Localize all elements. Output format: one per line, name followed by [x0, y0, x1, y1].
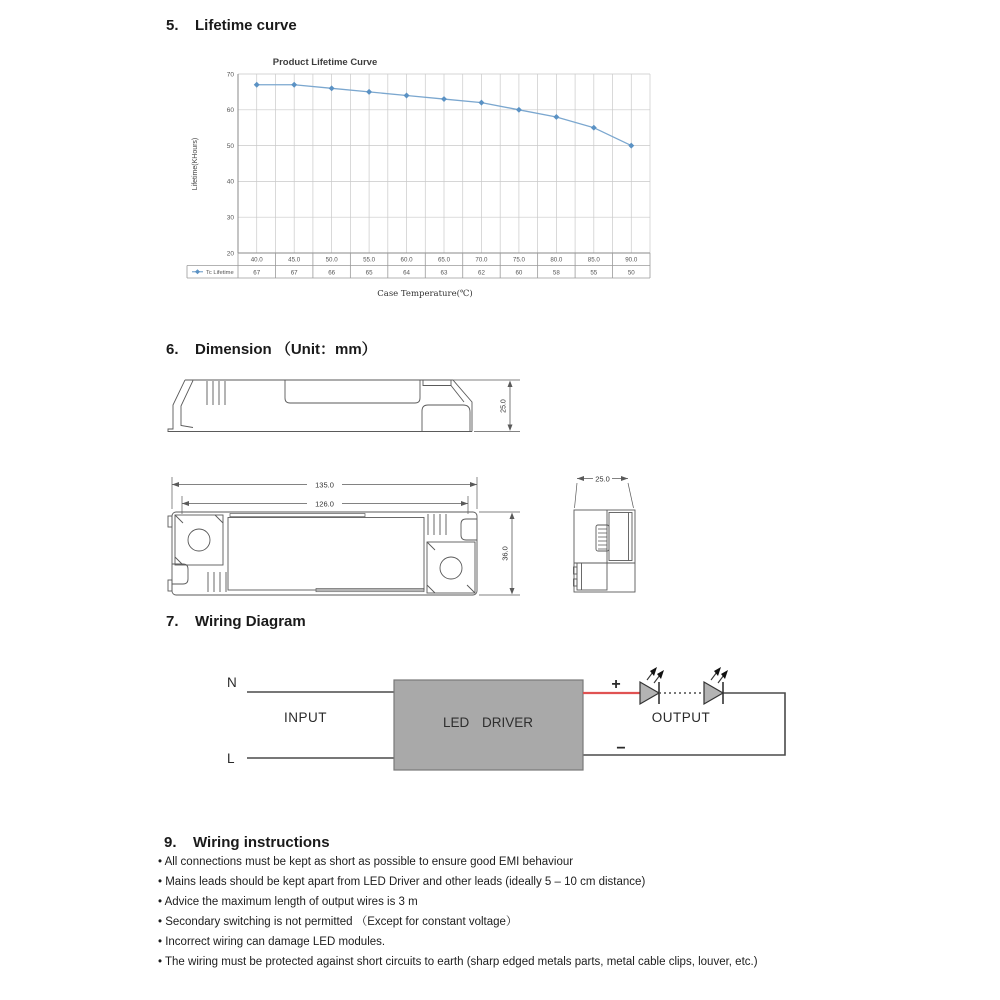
side-height-dimension: [453, 380, 520, 432]
section-7-number: 7.: [166, 613, 179, 630]
svg-text:Case Temperature(℃): Case Temperature(℃): [377, 289, 473, 299]
dimension-drawings: [160, 365, 705, 610]
svg-text:90.0: 90.0: [625, 256, 638, 264]
svg-text:55: 55: [590, 269, 598, 277]
dimension-drawings-container: [160, 365, 705, 615]
svg-text:60: 60: [515, 269, 523, 277]
side-height-label: 25.0: [500, 399, 508, 413]
svg-text:70: 70: [226, 71, 234, 79]
svg-text:80.0: 80.0: [550, 256, 563, 264]
body-width-dimension: [479, 512, 520, 595]
led-driver-label: LED DRIVER: [442, 715, 534, 730]
svg-text:50: 50: [226, 142, 234, 150]
svg-text:30: 30: [226, 214, 234, 222]
svg-text:45.0: 45.0: [288, 256, 301, 264]
section-5-number: 5.: [166, 17, 179, 34]
end-view-drawing: [574, 475, 636, 593]
inner-length-dimension: [182, 496, 468, 514]
led-emission-arrows: [647, 667, 664, 683]
instruction-item: • The wiring must be protected against short circuits to earth (sharp edged metals parts, metal cable clips, louver, etc.): [158, 956, 758, 968]
top-view-drawing: [168, 477, 520, 595]
lifetime-chart-container: [185, 50, 665, 310]
side-view-drawing: [168, 380, 520, 432]
svg-text:65.0: 65.0: [437, 256, 451, 264]
svg-text:60.0: 60.0: [400, 256, 413, 264]
section-7-title: Wiring Diagram: [195, 613, 306, 630]
section-6-number: 6.: [166, 341, 179, 358]
svg-text:40: 40: [226, 178, 234, 186]
svg-text:58: 58: [552, 269, 560, 277]
instruction-item: • All connections must be kept as short as possible to ensure good EMI behaviour: [158, 856, 574, 868]
instruction-item: • Mains leads should be kept apart from LED Driver and other leads (ideally 5 – 10 cm distance): [158, 876, 646, 888]
wiring-instructions-list: [158, 856, 910, 976]
svg-text:50: 50: [627, 269, 635, 277]
plus-polarity-label: +: [611, 676, 621, 693]
svg-text:40.0: 40.0: [250, 256, 263, 264]
led-emission-arrows: [711, 667, 728, 683]
section-6-title: Dimension （Unit：mm）: [195, 341, 377, 358]
input-label: INPUT: [284, 710, 327, 725]
section-9-number: 9.: [164, 834, 177, 851]
svg-text:67: 67: [253, 269, 261, 277]
svg-text:55.0: 55.0: [363, 256, 376, 264]
svg-text:20: 20: [226, 250, 234, 258]
section-5-title: Lifetime curve: [195, 17, 297, 34]
section-9-heading: [164, 834, 330, 851]
end-width-label: 25.0: [595, 474, 610, 484]
overall-length-label: 135.0: [315, 480, 334, 490]
minus-polarity-label: −: [616, 740, 626, 757]
svg-text:Tc Lifetime: Tc Lifetime: [206, 269, 234, 276]
body-width-label: 36.0: [500, 546, 510, 561]
section-7-heading: [166, 613, 306, 630]
section-5-heading: [166, 17, 297, 34]
section-9-title: Wiring instructions: [193, 834, 330, 851]
wiring-diagram: [200, 650, 800, 780]
svg-text:64: 64: [403, 269, 410, 277]
inner-length-label: 126.0: [315, 499, 334, 509]
instruction-item: • Incorrect wiring can damage LED modules.: [158, 936, 386, 948]
svg-text:85.0: 85.0: [587, 256, 600, 264]
svg-text:62: 62: [478, 269, 485, 277]
svg-text:Product Lifetime Curve: Product Lifetime Curve: [272, 57, 378, 68]
svg-text:66: 66: [328, 269, 336, 277]
led-symbol-2: [704, 667, 728, 704]
section-6-heading: [166, 338, 377, 359]
svg-text:65: 65: [365, 269, 373, 277]
svg-text:67: 67: [290, 269, 298, 277]
instruction-item: • Secondary switching is not permitted （Except for constant voltage）: [158, 916, 518, 928]
wiring-diagram-container: [200, 650, 800, 785]
svg-text:60: 60: [226, 107, 234, 115]
line-label: L: [227, 751, 235, 766]
product-lifetime-curve-chart: [185, 50, 665, 305]
svg-text:Lifetime(KHours): Lifetime(KHours): [192, 137, 199, 191]
neutral-label: N: [227, 675, 237, 690]
svg-text:70.0: 70.0: [475, 256, 488, 264]
instruction-item: • Advice the maximum length of output wires is 3 m: [158, 896, 418, 908]
svg-text:75.0: 75.0: [512, 256, 525, 264]
end-width-dimension: [575, 475, 634, 509]
led-symbol-1: [640, 667, 664, 704]
svg-text:50.0: 50.0: [325, 256, 338, 264]
svg-text:63: 63: [440, 269, 448, 277]
output-label: OUTPUT: [651, 710, 711, 725]
